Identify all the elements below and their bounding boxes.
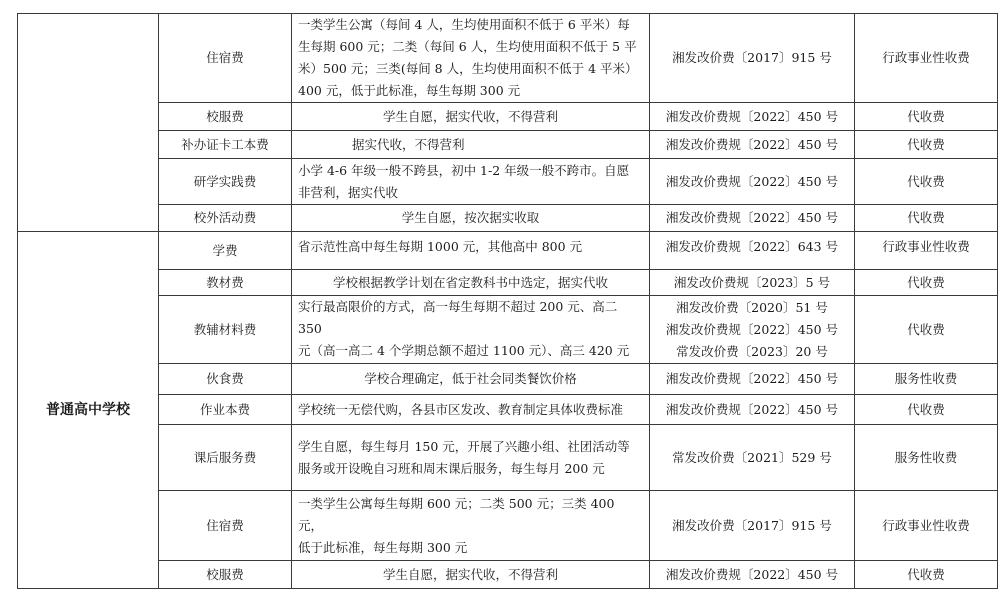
standard-line: 400 元，低于此标准，每生每期 300 元 bbox=[298, 83, 521, 98]
standard-line: 据实代收，不得营利 bbox=[352, 136, 465, 152]
fee-nature: 代收费 bbox=[855, 270, 998, 296]
policy-document bbox=[650, 491, 855, 561]
fee-item: 校外活动费 bbox=[159, 205, 292, 232]
document-line: 湘发改价费规〔2022〕450 号 bbox=[665, 108, 839, 124]
fee-item: 作业本费 bbox=[159, 395, 292, 425]
table-row bbox=[18, 159, 998, 205]
fee-table bbox=[17, 13, 998, 589]
fee-nature: 代收费 bbox=[855, 103, 998, 131]
fee-standard bbox=[292, 103, 650, 131]
standard-line: 服务或开设晚自习班和周末课后服务，每生每月 200 元 bbox=[298, 460, 605, 476]
fee-item: 学费 bbox=[159, 232, 292, 270]
fee-nature: 代收费 bbox=[855, 395, 998, 425]
policy-document bbox=[650, 14, 855, 103]
table-row bbox=[18, 491, 998, 561]
standard-line: 学生自愿，据实代收，不得营利 bbox=[382, 108, 558, 124]
policy-document bbox=[650, 425, 855, 491]
standard-line: 一类学生公寓每生每期 600 元；二类 500 元；三类 400 元， bbox=[298, 495, 615, 533]
table-row bbox=[18, 270, 998, 296]
fee-item: 补办证卡工本费 bbox=[159, 131, 292, 159]
fee-standard bbox=[292, 561, 650, 589]
fee-item: 伙食费 bbox=[159, 364, 292, 395]
category-cell bbox=[18, 14, 159, 232]
policy-document bbox=[650, 395, 855, 425]
standard-line: 学校根据教学计划在省定教科书中选定，据实代收 bbox=[332, 274, 608, 290]
document-line: 湘发改价费规〔2023〕5 号 bbox=[673, 274, 831, 290]
fee-nature: 行政事业性收费 bbox=[855, 491, 998, 561]
table-row bbox=[18, 395, 998, 425]
fee-item: 校服费 bbox=[159, 561, 292, 589]
fee-item: 住宿费 bbox=[159, 14, 292, 103]
document-line: 湘发改价费规〔2022〕450 号 bbox=[665, 401, 839, 417]
fee-standard bbox=[292, 131, 650, 159]
standard-line: 学生自愿，每生每月 150 元，开展了兴趣小组、社团活动等 bbox=[298, 438, 630, 454]
fee-item: 研学实践费 bbox=[159, 159, 292, 205]
policy-document bbox=[650, 232, 855, 270]
document-line: 湘发改价费规〔2022〕450 号 bbox=[665, 210, 839, 225]
fee-standard bbox=[292, 159, 650, 205]
fee-nature: 代收费 bbox=[855, 561, 998, 589]
fee-standard bbox=[292, 364, 650, 395]
table-row bbox=[18, 425, 998, 491]
standard-line: 省示范性高中每生每期 1000 元，其他高中 800 元 bbox=[298, 239, 583, 254]
policy-document bbox=[650, 561, 855, 589]
fee-standard bbox=[292, 270, 650, 296]
fee-nature: 服务性收费 bbox=[855, 364, 998, 395]
document-line: 湘发改价费〔2020〕51 号 bbox=[676, 299, 828, 315]
table-row bbox=[18, 296, 998, 364]
standard-line: 生每期 600 元；二类（每间 6 人，生均使用面积不低于 5 平 bbox=[298, 39, 637, 54]
fee-nature: 代收费 bbox=[855, 131, 998, 159]
fee-standard bbox=[292, 491, 650, 561]
fee-standard bbox=[292, 14, 650, 103]
fee-nature: 服务性收费 bbox=[855, 425, 998, 491]
category-cell: 普通高中学校 bbox=[18, 232, 159, 589]
standard-line: 米）500 元；三类(每间 8 人，生均使用面积不低于 4 平米） bbox=[298, 61, 638, 76]
standard-line: 低于此标准，每生每期 300 元 bbox=[298, 539, 468, 555]
document-line: 湘发改价费规〔2022〕450 号 bbox=[665, 136, 839, 152]
fee-nature: 代收费 bbox=[855, 296, 998, 364]
fee-item: 校服费 bbox=[159, 103, 292, 131]
fee-standard bbox=[292, 205, 650, 232]
fee-nature: 代收费 bbox=[855, 159, 998, 205]
standard-line: 学校统一无偿代购，各县市区发改、教育制定具体收费标准 bbox=[298, 401, 624, 417]
fee-standard bbox=[292, 296, 650, 364]
policy-document bbox=[650, 296, 855, 364]
fee-nature: 行政事业性收费 bbox=[855, 14, 998, 103]
standard-line: 一类学生公寓（每间 4 人，生均使用面积不低于 6 平米）每 bbox=[298, 17, 630, 32]
fee-standard bbox=[292, 232, 650, 270]
table-row bbox=[18, 205, 998, 232]
document-line: 常发改价费〔2021〕529 号 bbox=[672, 449, 832, 465]
document-line: 湘发改价费〔2017〕915 号 bbox=[672, 50, 832, 65]
document-line: 湘发改价费规〔2022〕450 号 bbox=[665, 321, 839, 337]
document-line: 湘发改价费规〔2022〕450 号 bbox=[665, 566, 839, 582]
fee-standard bbox=[292, 425, 650, 491]
policy-document bbox=[650, 364, 855, 395]
policy-document bbox=[650, 270, 855, 296]
table-row bbox=[18, 103, 998, 131]
fee-item: 教辅材料费 bbox=[159, 296, 292, 364]
table-row bbox=[18, 364, 998, 395]
standard-line: 小学 4-6 年级一般不跨县，初中 1-2 年级一般不跨市。自愿 bbox=[298, 162, 630, 178]
fee-nature: 代收费 bbox=[855, 205, 998, 232]
fee-item: 教材费 bbox=[159, 270, 292, 296]
table-row bbox=[18, 14, 998, 103]
policy-document bbox=[650, 103, 855, 131]
document-line: 湘发改价费规〔2022〕450 号 bbox=[665, 173, 839, 189]
standard-line: 非营利，据实代收 bbox=[298, 184, 399, 200]
table-row bbox=[18, 561, 998, 589]
policy-document bbox=[650, 205, 855, 232]
standard-line: 实行最高限价的方式，高一每生每期不超过 200 元、高二 350 bbox=[298, 299, 618, 336]
table-row bbox=[18, 232, 998, 270]
standard-line: 学生自愿，按次据实收取 bbox=[401, 210, 540, 225]
fee-standard bbox=[292, 395, 650, 425]
standard-line: 学校合理确定，低于社会同类餐饮价格 bbox=[364, 371, 577, 386]
document-line: 湘发改价费规〔2022〕643 号 bbox=[665, 239, 839, 254]
document-line: 湘发改价费〔2017〕915 号 bbox=[672, 517, 832, 533]
table-row bbox=[18, 131, 998, 159]
standard-line: 学生自愿，据实代收，不得营利 bbox=[382, 566, 558, 582]
fee-item: 住宿费 bbox=[159, 491, 292, 561]
fee-nature: 行政事业性收费 bbox=[855, 232, 998, 270]
policy-document bbox=[650, 131, 855, 159]
document-line: 湘发改价费规〔2022〕450 号 bbox=[665, 371, 839, 386]
fee-item: 课后服务费 bbox=[159, 425, 292, 491]
document-line: 常发改价费〔2023〕20 号 bbox=[676, 343, 828, 359]
standard-line: 元（高一高二 4 个学期总额不超过 1100 元）、高三 420 元 bbox=[298, 343, 630, 358]
policy-document bbox=[650, 159, 855, 205]
